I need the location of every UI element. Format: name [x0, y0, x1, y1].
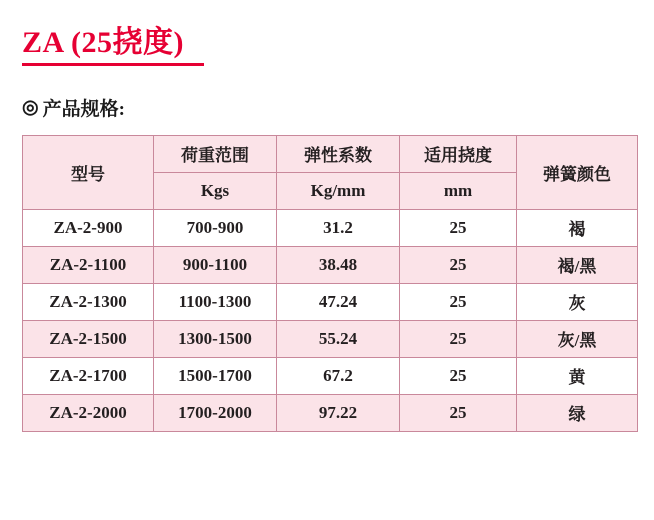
table-row: [23, 320, 638, 357]
specification-table: [22, 135, 638, 432]
cell-deflection: 25: [400, 283, 517, 320]
header-cell-spring-color: 弹簧颜色: [517, 135, 638, 209]
cell-load: 1100-1300: [154, 283, 277, 320]
cell-rate: 67.2: [277, 357, 400, 394]
table-row: [23, 283, 638, 320]
cell-model: ZA-2-900: [23, 209, 154, 246]
header-cell-load-range: 荷重范围: [154, 135, 277, 172]
cell-color: 绿: [517, 394, 638, 431]
cell-load: 700-900: [154, 209, 277, 246]
cell-deflection: 25: [400, 320, 517, 357]
cell-model: ZA-2-1300: [23, 283, 154, 320]
cell-deflection: 25: [400, 357, 517, 394]
cell-rate: 47.24: [277, 283, 400, 320]
cell-load: 900-1100: [154, 246, 277, 283]
cell-load: 1300-1500: [154, 320, 277, 357]
table-row: [23, 246, 638, 283]
cell-color: 黄: [517, 357, 638, 394]
table-row: [23, 394, 638, 431]
table-row: [23, 357, 638, 394]
cell-rate: 38.48: [277, 246, 400, 283]
cell-model: ZA-2-1100: [23, 246, 154, 283]
table-row: [23, 209, 638, 246]
header-unit-kg-per-mm: Kg/mm: [277, 172, 400, 209]
table-header: [23, 135, 638, 209]
header-cell-deflection: 适用挠度: [400, 135, 517, 172]
cell-deflection: 25: [400, 209, 517, 246]
title-underline: [22, 63, 204, 66]
circle-bullet-icon: ◎: [22, 96, 39, 118]
table-body: [23, 209, 638, 431]
cell-color: 褐/黑: [517, 246, 638, 283]
cell-model: ZA-2-1500: [23, 320, 154, 357]
section-heading-label: 产品规格:: [42, 98, 125, 120]
header-cell-model: 型号: [23, 135, 154, 209]
cell-rate: 97.22: [277, 394, 400, 431]
cell-color: 褐: [517, 209, 638, 246]
cell-deflection: 25: [400, 246, 517, 283]
cell-model: ZA-2-2000: [23, 394, 154, 431]
table-header-row-1: [23, 135, 638, 172]
header-unit-mm: mm: [400, 172, 517, 209]
cell-model: ZA-2-1700: [23, 357, 154, 394]
cell-deflection: 25: [400, 394, 517, 431]
cell-rate: 31.2: [277, 209, 400, 246]
header-unit-kgs: Kgs: [154, 172, 277, 209]
cell-color: 灰/黑: [517, 320, 638, 357]
header-cell-spring-rate: 弹性系数: [277, 135, 400, 172]
page-title: ZA (25挠度): [22, 26, 184, 59]
cell-rate: 55.24: [277, 320, 400, 357]
cell-color: 灰: [517, 283, 638, 320]
cell-load: 1500-1700: [154, 357, 277, 394]
section-heading: [22, 94, 632, 121]
cell-load: 1700-2000: [154, 394, 277, 431]
